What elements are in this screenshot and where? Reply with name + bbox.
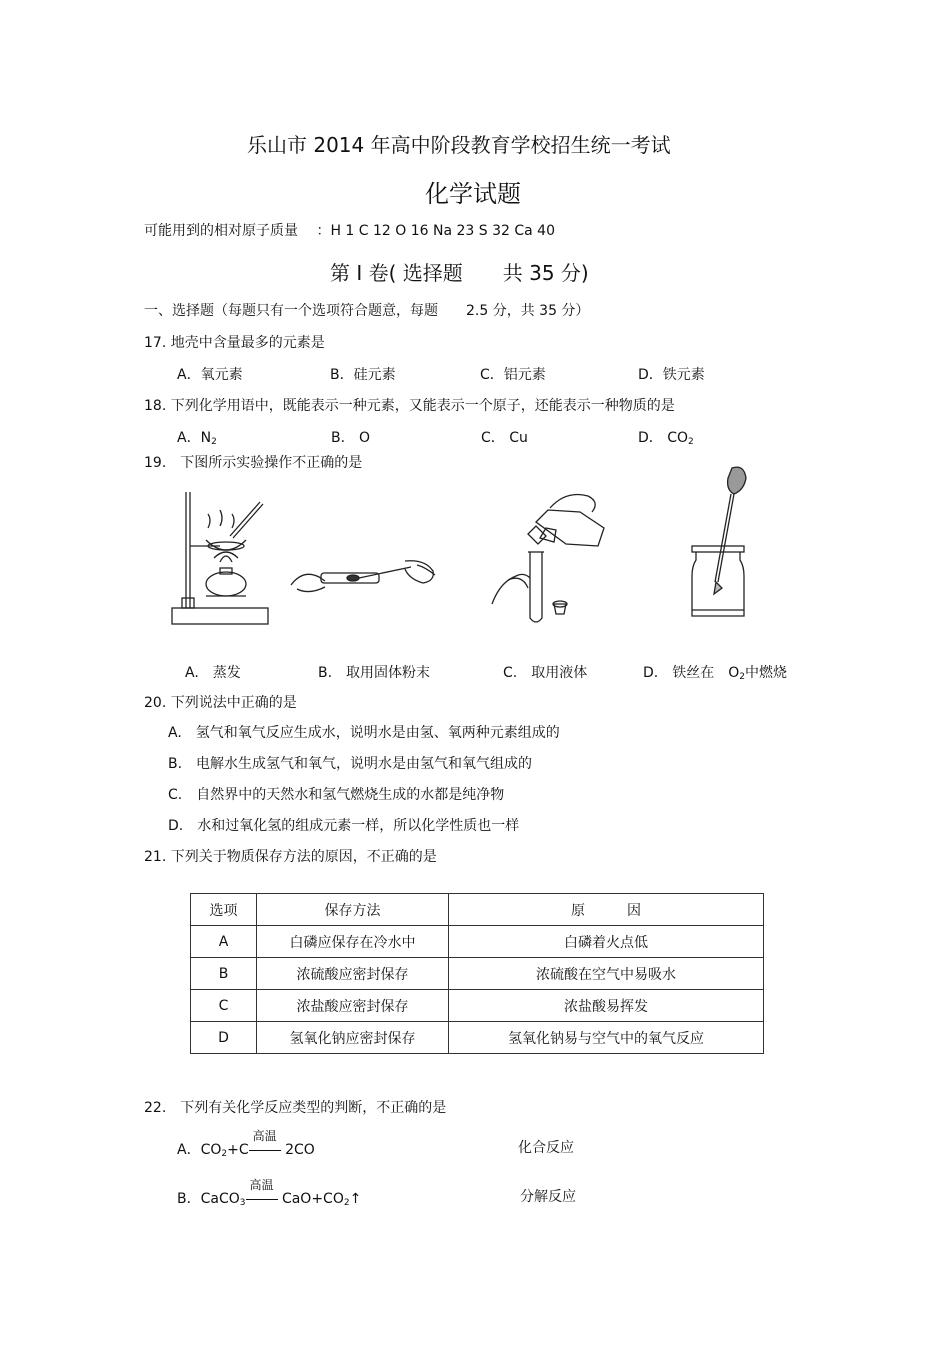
table-header-row [191, 894, 764, 926]
table-cell: C [191, 990, 257, 1022]
q20-option-d: D. 水和过氧化氢的组成元素一样，所以化学性质也一样 [168, 818, 520, 834]
q21-stem: 21. 下列关于物质保存方法的原因，不正确的是 [144, 849, 437, 865]
table-header-cell: 保存方法 [257, 894, 449, 926]
q17-option-c: C．铝元素 [480, 367, 546, 383]
atomic-mass-values: ：H 1 C 12 O 16 Na 23 S 32 Ca 40 [316, 223, 555, 239]
atomic-mass-line [144, 220, 555, 240]
q20-option-a: A. 氢气和氧气反应生成水，说明水是由氢、氧两种元素组成的 [168, 725, 560, 741]
section-title: 第 I 卷( 选择题 共 35 分) [330, 261, 589, 285]
iron-wire-figure [688, 460, 748, 622]
reaction-condition: 高温 [246, 1191, 278, 1207]
q22-option-b-equation: B．CaCO$_3$ 高温 $CaO+CO_2↑$ [177, 1178, 362, 1208]
table-cell: D [191, 1022, 257, 1054]
liquid-figure [488, 488, 613, 630]
section-instruction: 一、选择题（每题只有一个选项符合题意，每题 2.5 分，共 35 分） [144, 303, 590, 319]
table-row [191, 1022, 764, 1054]
table-cell: 浓硫酸在空气中易吸水 [449, 958, 764, 990]
q18-option-d: D． $CO_2$ [638, 430, 694, 447]
q22-option-b-type: 分解反应 [520, 1189, 576, 1205]
q22-option-a-type: 化合反应 [518, 1140, 574, 1156]
table-cell: 氢氧化钠易与空气中的氧气反应 [449, 1022, 764, 1054]
table-header-cell: 原 因 [449, 894, 764, 926]
table-cell: 浓硫酸应密封保存 [257, 958, 449, 990]
table-header-cell: 选项 [191, 894, 257, 926]
q19-option-a: A. 蒸发 [185, 665, 241, 681]
table-cell: 浓盐酸应密封保存 [257, 990, 449, 1022]
q17-option-d: D．铁元素 [638, 367, 705, 383]
q22-option-a-equation: A．$CO_2+C$ 高温 2CO [177, 1129, 315, 1159]
q22-stem: 22. 下列有关化学反应类型的判断，不正确的是 [144, 1100, 447, 1116]
solid-powder-figure [285, 555, 445, 600]
evaporation-figure [168, 488, 273, 630]
q19-stem: 19. 下图所示实验操作不正确的是 [144, 455, 363, 471]
q18-option-c: C． Cu [481, 430, 528, 446]
table-cell: 白磷着火点低 [449, 926, 764, 958]
q18-option-b: B． O [331, 430, 371, 446]
q19-option-b: B. 取用固体粉末 [318, 665, 431, 681]
q20-option-c: C. 自然界中的天然水和氢气燃烧生成的水都是纯净物 [168, 787, 505, 803]
exam-title: 乐山市 2014 年高中阶段教育学校招生统一考试 [247, 133, 671, 157]
storage-table [190, 893, 764, 1054]
table-row [191, 926, 764, 958]
q19-option-c: C. 取用液体 [503, 665, 588, 681]
table-cell: 白磷应保存在冷水中 [257, 926, 449, 958]
q18-option-a: A．$N_2$ [177, 430, 217, 447]
table-cell: B [191, 958, 257, 990]
q17-option-a: A．氧元素 [177, 367, 243, 383]
q19-option-d: D. 铁丝在 $O_2$中燃烧 [643, 665, 787, 682]
q17-option-b: B．硅元素 [330, 367, 396, 383]
q17-stem: 17. 地壳中含量最多的元素是 [144, 335, 325, 351]
paper-subtitle: 化学试题 [425, 180, 521, 208]
table-cell: 浓盐酸易挥发 [449, 990, 764, 1022]
table-cell: 氢氧化钠应密封保存 [257, 1022, 449, 1054]
q18-stem: 18. 下列化学用语中，既能表示一种元素，又能表示一个原子，还能表示一种物质的是 [144, 398, 675, 414]
table-row [191, 990, 764, 1022]
atomic-mass-label: 可能用到的相对原子质量 [144, 223, 298, 239]
table-row [191, 958, 764, 990]
q20-stem: 20. 下列说法中正确的是 [144, 695, 297, 711]
table-cell: A [191, 926, 257, 958]
reaction-condition: 高温 [249, 1142, 281, 1158]
q20-option-b: B. 电解水生成氢气和氧气，说明水是由氢气和氧气组成的 [168, 756, 533, 772]
